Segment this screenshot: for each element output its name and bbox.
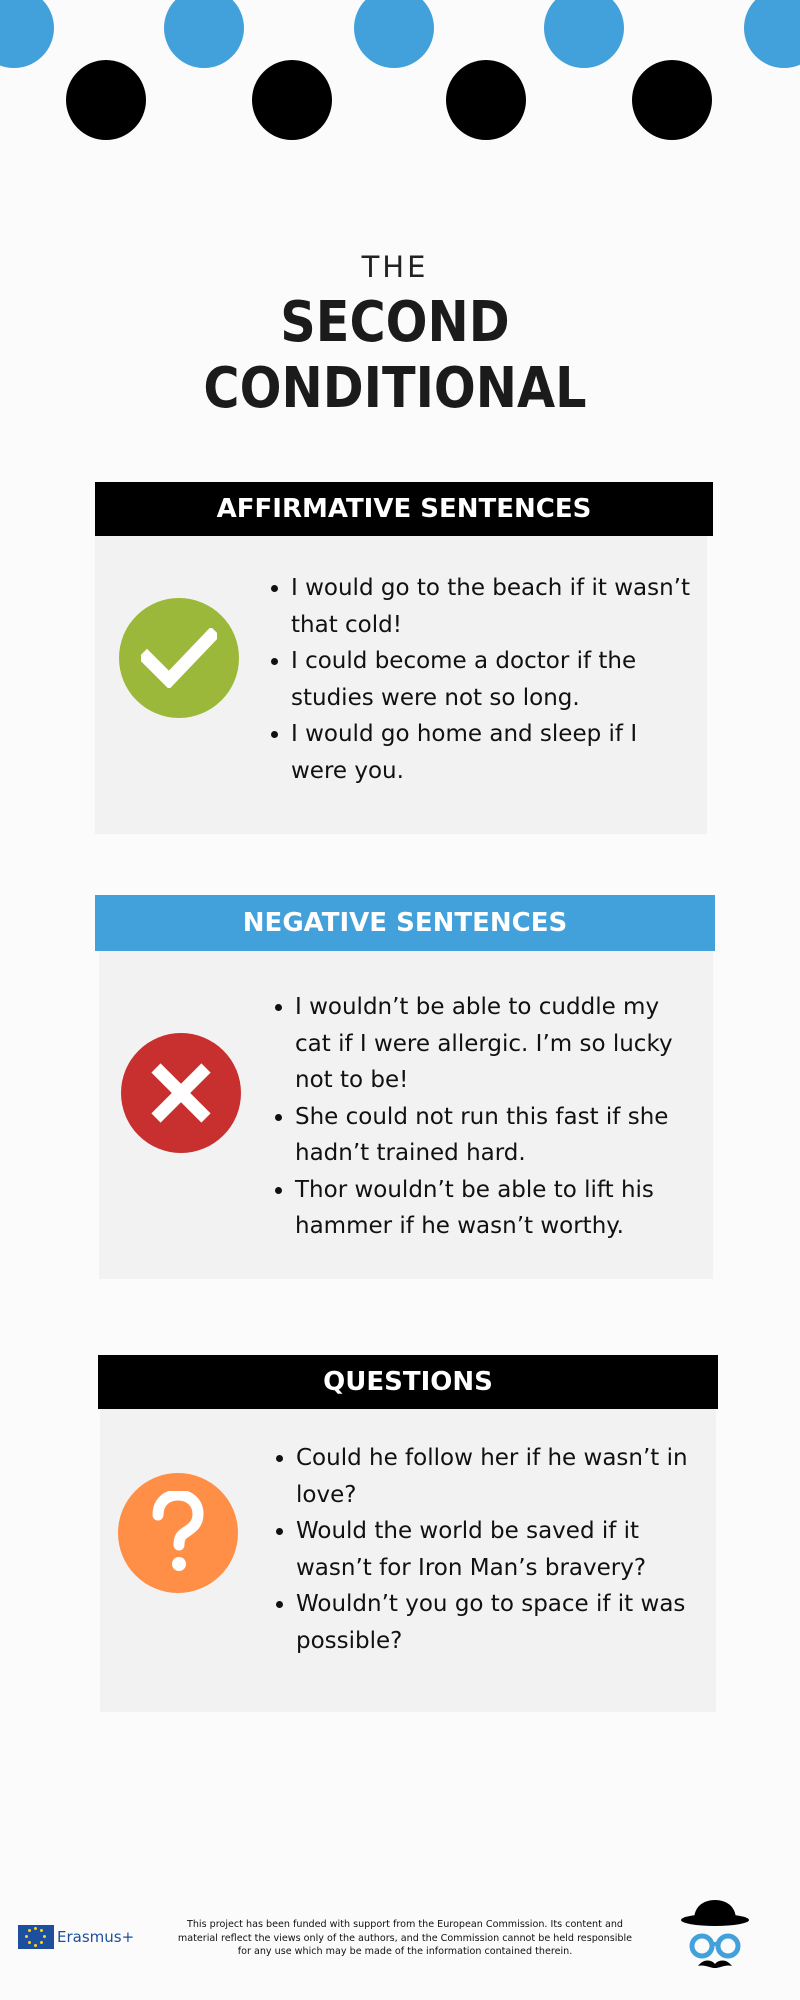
page-title bbox=[47, 290, 742, 422]
decor-dot bbox=[164, 0, 244, 68]
decor-dot bbox=[252, 60, 332, 140]
list-item: • Thor wouldn’t be able to lift his hammer if he wasn’t worthy. bbox=[295, 1172, 695, 1245]
section-header: QUESTIONS bbox=[98, 1355, 718, 1409]
decor-dot bbox=[446, 60, 526, 140]
decor-dot bbox=[744, 0, 800, 68]
list-item: • I would go home and sleep if I were you. bbox=[291, 716, 691, 789]
list-item: • Could he follow her if he wasn’t in love? bbox=[296, 1440, 706, 1513]
list-item: • Wouldn’t you go to space if it was possible? bbox=[296, 1586, 706, 1659]
erasmus-logo-text: Erasmus+ bbox=[57, 1928, 135, 1946]
eu-flag-icon bbox=[18, 1925, 54, 1949]
section-header: NEGATIVE SENTENCES bbox=[95, 895, 715, 951]
erasmus-logo bbox=[18, 1925, 134, 1949]
sentence-list bbox=[262, 1440, 706, 1659]
title-prefix: THE bbox=[361, 250, 429, 284]
list-item: • I would go to the beach if it wasn’t that cold! bbox=[291, 570, 691, 643]
decor-dot bbox=[0, 0, 54, 68]
decor-dot bbox=[66, 60, 146, 140]
check-icon bbox=[119, 598, 239, 718]
disclaimer-line: This project has been funded with support from the European Commission. Its content and bbox=[186, 1919, 623, 1930]
question-icon bbox=[118, 1473, 238, 1593]
disclaimer-line: material reflect the views only of the authors, and the Commission cannot be held responsible bbox=[177, 1932, 633, 1944]
list-item: • Would the world be saved if it wasn’t for Iron Man’s bravery? bbox=[296, 1513, 706, 1586]
funding-disclaimer bbox=[150, 1918, 660, 1959]
decor-dot bbox=[544, 0, 624, 68]
list-item: • She could not run this fast if she hadn’t trained hard. bbox=[295, 1099, 695, 1172]
cross-icon bbox=[121, 1033, 241, 1153]
list-item: • I wouldn’t be able to cuddle my cat if I were allergic. I’m so lucky not to be! bbox=[295, 989, 695, 1099]
decor-dot bbox=[354, 0, 434, 68]
list-item: • I could become a doctor if the studies were not so long. bbox=[291, 643, 691, 716]
title-line-2: CONDITIONAL bbox=[203, 356, 587, 421]
sentence-list bbox=[257, 570, 691, 789]
decor-dot bbox=[632, 60, 712, 140]
title-line-1: SECOND bbox=[280, 290, 510, 355]
disclaimer-line: for any use which may be made of the information contained therein. bbox=[237, 1946, 573, 1957]
mascot-icon bbox=[670, 1898, 760, 1982]
sentence-list bbox=[261, 989, 695, 1245]
section-header: AFFIRMATIVE SENTENCES bbox=[95, 482, 713, 536]
